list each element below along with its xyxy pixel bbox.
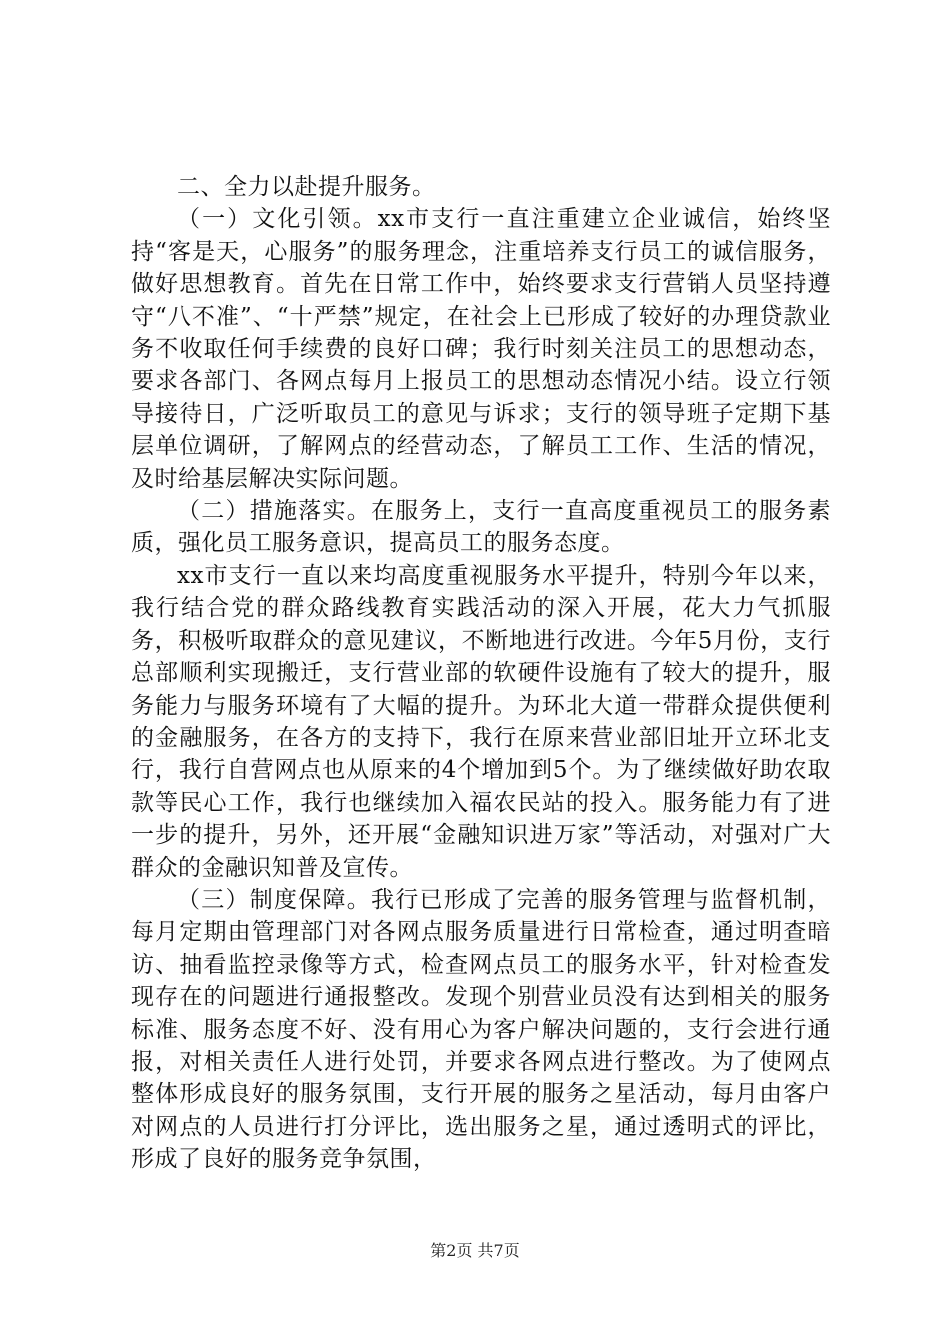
paragraph-service-improvement: xx市支行一直以来均高度重视服务水平提升，特别今年以来，我行结合党的群众路线教育实践活动的深入开展，花大力气抓服务，积极听取群众的意见建议，不断地进行改进。今年5月份，支行总部顺利实现搬迁，支行营业部的软硬件设施有了较大的提升，服务能力与服务环境有了大幅的提升。为环北大道一带群众提供便利的金融服务，在各方的支持下，我行在原来营业部旧址开立环北支行，我行自营网点也从原来的4个增加到5个。为了继续做好助农取款等民心工作，我行也继续加入福农民站的投入。服务能力有了进一步的提升，另外，还开展“金融知识进万家”等活动，对强对广大群众的金融识知普及宣传。 <box>131 562 831 881</box>
paragraph-system-guarantee: （三）制度保障。我行已形成了完善的服务管理与监督机制，每月定期由管理部门对各网点服务质量进行日常检查，通过明查暗访、抽看监控录像等方式，检查网点员工的服务水平，针对检查发现存在的问题进行通报整改。发现个别营业员没有达到相关的服务标准、服务态度不好、没有用心为客户解决问题的，支行会进行通报，对相关责任人进行处罚，并要求各网点进行整改。为了使网点整体形成良好的服务氛围，支行开展的服务之星活动，每月由客户对网点的人员进行打分评比，选出服务之星，通过透明式的评比，形成了良好的服务竞争氛围， <box>131 886 831 1173</box>
section-heading: 二、全力以赴提升服务。 <box>177 174 436 200</box>
document-body <box>131 171 831 1176</box>
page-footer: 第2页 共7页 <box>430 1241 520 1260</box>
paragraph-culture-leadership: （一）文化引领。xx市支行一直注重建立企业诚信，始终坚持“客是天，心服务”的服务理念，注重培养支行员工的诚信服务，做好思想教育。首先在日常工作中，始终要求支行营销人员坚持遵守“八不准”、“十严禁”规定，在社会上已形成了较好的办理贷款业务不收取任何手续费的良好口碑；我行时刻关注员工的思想动态，要求各部门、各网点每月上报员工的思想动态情况小结。设立行领导接待日，广泛听取员工的意见与诉求；支行的领导班子定期下基层单位调研，了解网点的经营动态，了解员工工作、生活的情况，及时给基层解决实际问题。 <box>131 206 831 492</box>
paragraph-measures: （二）措施落实。在服务上，支行一直高度重视员工的服务素质，强化员工服务意识，提高员工的服务态度。 <box>131 498 831 557</box>
